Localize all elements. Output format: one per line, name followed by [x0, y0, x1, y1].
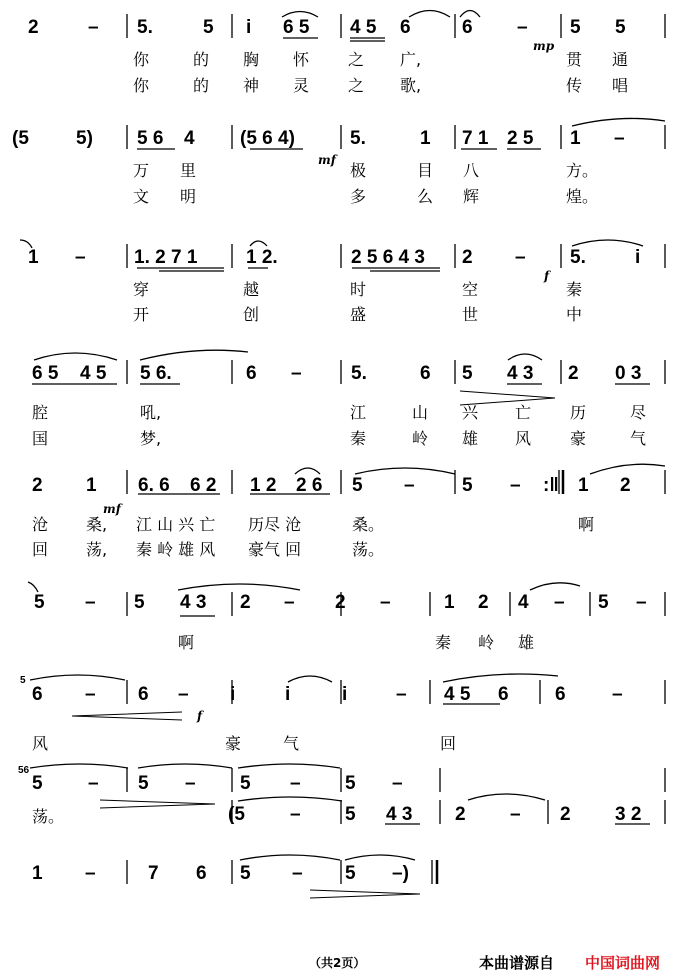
- note: 2 5 6 4 3: [351, 247, 425, 268]
- note: i: [285, 684, 291, 705]
- note: 2: [32, 475, 43, 496]
- page-count: （共2页）: [309, 956, 366, 970]
- note: –: [88, 773, 99, 794]
- lyric: 豪气 回: [248, 540, 302, 559]
- note: 1: [32, 863, 43, 884]
- grace-note: 5: [20, 675, 26, 686]
- lyric: 岭: [412, 429, 429, 448]
- lyric: 穿: [133, 280, 150, 299]
- note: 2: [335, 592, 346, 613]
- lyric: 方。: [566, 161, 599, 180]
- note: 4 5: [80, 363, 107, 384]
- lyric: 回: [440, 734, 457, 753]
- lyric: 目: [417, 161, 434, 180]
- note: (5 6 4): [240, 128, 295, 149]
- lyric: 气: [630, 429, 647, 448]
- lyric: 豪: [570, 429, 587, 448]
- note: 5.: [570, 247, 586, 268]
- note: –): [392, 863, 409, 884]
- lyric: 开: [133, 305, 150, 324]
- lyric: 时: [350, 280, 367, 299]
- note: 2: [478, 592, 489, 613]
- note: 6: [555, 684, 566, 705]
- note: 5: [615, 17, 626, 38]
- note: 1: [444, 592, 455, 613]
- note: 4 5: [350, 17, 377, 38]
- lyric: 万: [133, 161, 150, 180]
- note: 5): [76, 128, 93, 149]
- lyric: 雄: [518, 633, 535, 652]
- lyric: 明: [180, 187, 197, 206]
- lyric: 世: [462, 305, 479, 324]
- note: 2: [620, 475, 631, 496]
- lyric: 雄: [462, 429, 479, 448]
- lyric: 灵: [293, 76, 310, 95]
- lyric: 亡: [515, 403, 532, 422]
- note: i: [342, 684, 348, 705]
- note: 6: [462, 17, 473, 38]
- lyric: 广,: [400, 50, 422, 69]
- note: i: [230, 684, 236, 705]
- note: 4 3: [507, 363, 534, 384]
- note: 5.: [137, 17, 153, 38]
- note: –: [292, 863, 303, 884]
- note: 6. 6: [138, 475, 170, 496]
- note: 4: [184, 128, 195, 149]
- note: 5: [345, 863, 356, 884]
- lyric: 桑。: [352, 515, 385, 534]
- note: –: [178, 684, 189, 705]
- lyric: 怀: [293, 50, 310, 69]
- lyric: 极: [350, 161, 367, 180]
- note: 2: [462, 247, 473, 268]
- note: –: [554, 592, 565, 613]
- lyric: 么: [417, 187, 434, 206]
- lyric: 吼,: [140, 403, 162, 422]
- note: 5: [462, 475, 473, 496]
- note: 1 2: [250, 475, 277, 496]
- lyric: 江 山 兴 亡: [136, 515, 216, 534]
- note: 7: [148, 863, 159, 884]
- lyric: 歌,: [400, 76, 422, 95]
- lyric: 之: [348, 50, 365, 69]
- note: 2: [568, 363, 579, 384]
- lyric: 胸: [243, 50, 260, 69]
- note: 4 3: [180, 592, 207, 613]
- note: 5: [462, 363, 473, 384]
- lyric: 国: [32, 429, 49, 448]
- note: 1: [86, 475, 97, 496]
- lyric: 风: [515, 429, 532, 448]
- grace-note: 56: [18, 765, 30, 776]
- lyric: 荡。: [352, 540, 385, 559]
- note: –: [392, 773, 403, 794]
- note: 5 6.: [140, 363, 172, 384]
- lyric: 啊: [578, 515, 595, 534]
- note: 1: [28, 247, 39, 268]
- note: 5: [352, 475, 363, 496]
- note: 5: [345, 804, 356, 825]
- note: 5: [34, 592, 45, 613]
- source-label: 本曲谱源自: [479, 954, 555, 972]
- note: –: [85, 863, 96, 884]
- lyric: 你: [133, 50, 150, 69]
- note: –: [404, 475, 415, 496]
- note: 1. 2 7 1: [134, 247, 198, 268]
- note: 5: [203, 17, 214, 38]
- lyric: 江: [350, 403, 367, 422]
- lyric: 兴: [462, 403, 479, 422]
- note: –: [636, 592, 647, 613]
- note: 1 2.: [246, 247, 278, 268]
- lyric: 秦: [566, 280, 583, 299]
- source-brand: 中国词曲网: [585, 954, 661, 972]
- note: –: [290, 804, 301, 825]
- lyric: 秦: [435, 633, 452, 652]
- lyric: 越: [243, 280, 260, 299]
- lyric: 中: [566, 305, 583, 324]
- note: 6 2: [190, 475, 217, 496]
- note: –: [517, 17, 528, 38]
- lyric: 风: [32, 734, 49, 753]
- note: –: [515, 247, 526, 268]
- note: 6: [246, 363, 257, 384]
- note: 1: [578, 475, 589, 496]
- lyric: 辉: [463, 187, 480, 206]
- note: 6: [400, 17, 411, 38]
- note: 5: [134, 592, 145, 613]
- lyric: 秦: [350, 429, 367, 448]
- lyric: 里: [180, 161, 197, 180]
- note: i: [246, 17, 252, 38]
- note: 6: [196, 863, 207, 884]
- lyric: 的: [193, 50, 210, 69]
- lyric: 盛: [350, 305, 367, 324]
- note: 5: [570, 17, 581, 38]
- note: (5: [12, 128, 29, 149]
- lyric: 传: [566, 76, 583, 95]
- dynamic-mark: f: [197, 709, 203, 723]
- note: 5: [240, 863, 251, 884]
- note: 6: [498, 684, 509, 705]
- note: 5: [598, 592, 609, 613]
- lyric: 回: [32, 540, 49, 559]
- lyric: 你: [133, 76, 150, 95]
- note: –: [85, 592, 96, 613]
- lyric: 贯: [566, 50, 583, 69]
- note: 2: [560, 804, 571, 825]
- note: –: [291, 363, 302, 384]
- note: 2: [28, 17, 39, 38]
- lyric: 通: [612, 50, 629, 69]
- lyric: 多: [350, 187, 367, 206]
- note: –: [380, 592, 391, 613]
- repeat-sign: :‖: [543, 475, 559, 496]
- note: –: [612, 684, 623, 705]
- note: 7 1: [462, 128, 489, 149]
- lyric: 桑,: [86, 515, 108, 534]
- lyric: 的: [193, 76, 210, 95]
- note: 6: [138, 684, 149, 705]
- lyric: 历: [570, 403, 587, 422]
- note: –: [510, 475, 521, 496]
- lyric: 沧: [32, 515, 49, 534]
- lyric: 岭: [478, 633, 495, 652]
- note: –: [614, 128, 625, 149]
- note: 1: [420, 128, 431, 149]
- lyric: 煌。: [566, 187, 599, 206]
- lyric: 创: [243, 305, 260, 324]
- note: –: [284, 592, 295, 613]
- note: i: [635, 247, 641, 268]
- lyric: 腔: [32, 403, 49, 422]
- note: 2 5: [507, 128, 534, 149]
- note: 4 3: [386, 804, 413, 825]
- lyric: 山: [412, 403, 429, 422]
- lyric: 唱: [612, 76, 629, 95]
- note: 4: [518, 592, 529, 613]
- note: –: [75, 247, 86, 268]
- lyric: 八: [463, 161, 480, 180]
- lyric: 神: [243, 76, 260, 95]
- note: 6 5: [32, 363, 59, 384]
- note: 5: [138, 773, 149, 794]
- lyric: 尽: [630, 403, 647, 422]
- note: 1: [570, 128, 581, 149]
- note: 5: [345, 773, 356, 794]
- note: –: [185, 773, 196, 794]
- dynamic-mark: mp: [533, 39, 555, 53]
- note: 0 3: [615, 363, 642, 384]
- note: –: [290, 773, 301, 794]
- dynamic-mark: mf: [103, 502, 121, 516]
- lyric: 秦 岭 雄 风: [136, 540, 216, 559]
- note: –: [510, 804, 521, 825]
- note: 5 6: [137, 128, 164, 149]
- note: –: [88, 17, 99, 38]
- lyric: 梦,: [140, 429, 162, 448]
- note: 2 6: [296, 475, 323, 496]
- lyric: 豪: [225, 734, 242, 753]
- note: –: [396, 684, 407, 705]
- lyric: 荡。: [32, 807, 65, 826]
- dynamic-mark: mf: [318, 153, 336, 167]
- note: 5: [32, 773, 43, 794]
- note: 6 5: [283, 17, 310, 38]
- lyric: 荡,: [86, 540, 108, 559]
- lyric: 文: [133, 187, 150, 206]
- lyric: 之: [348, 76, 365, 95]
- note: 5.: [350, 128, 366, 149]
- note: 5.: [351, 363, 367, 384]
- lyric: 气: [283, 734, 300, 753]
- lyric: 啊: [178, 633, 195, 652]
- note: 5: [240, 773, 251, 794]
- note: 4 5: [444, 684, 471, 705]
- note: (5: [228, 804, 245, 825]
- note: 6: [420, 363, 431, 384]
- note: –: [85, 684, 96, 705]
- note: 2: [240, 592, 251, 613]
- lyric: 历尽 沧: [248, 515, 302, 534]
- note: 6: [32, 684, 43, 705]
- note: 2: [455, 804, 466, 825]
- lyric: 空: [462, 280, 479, 299]
- note: 3 2: [615, 804, 642, 825]
- dynamic-mark: f: [544, 269, 550, 283]
